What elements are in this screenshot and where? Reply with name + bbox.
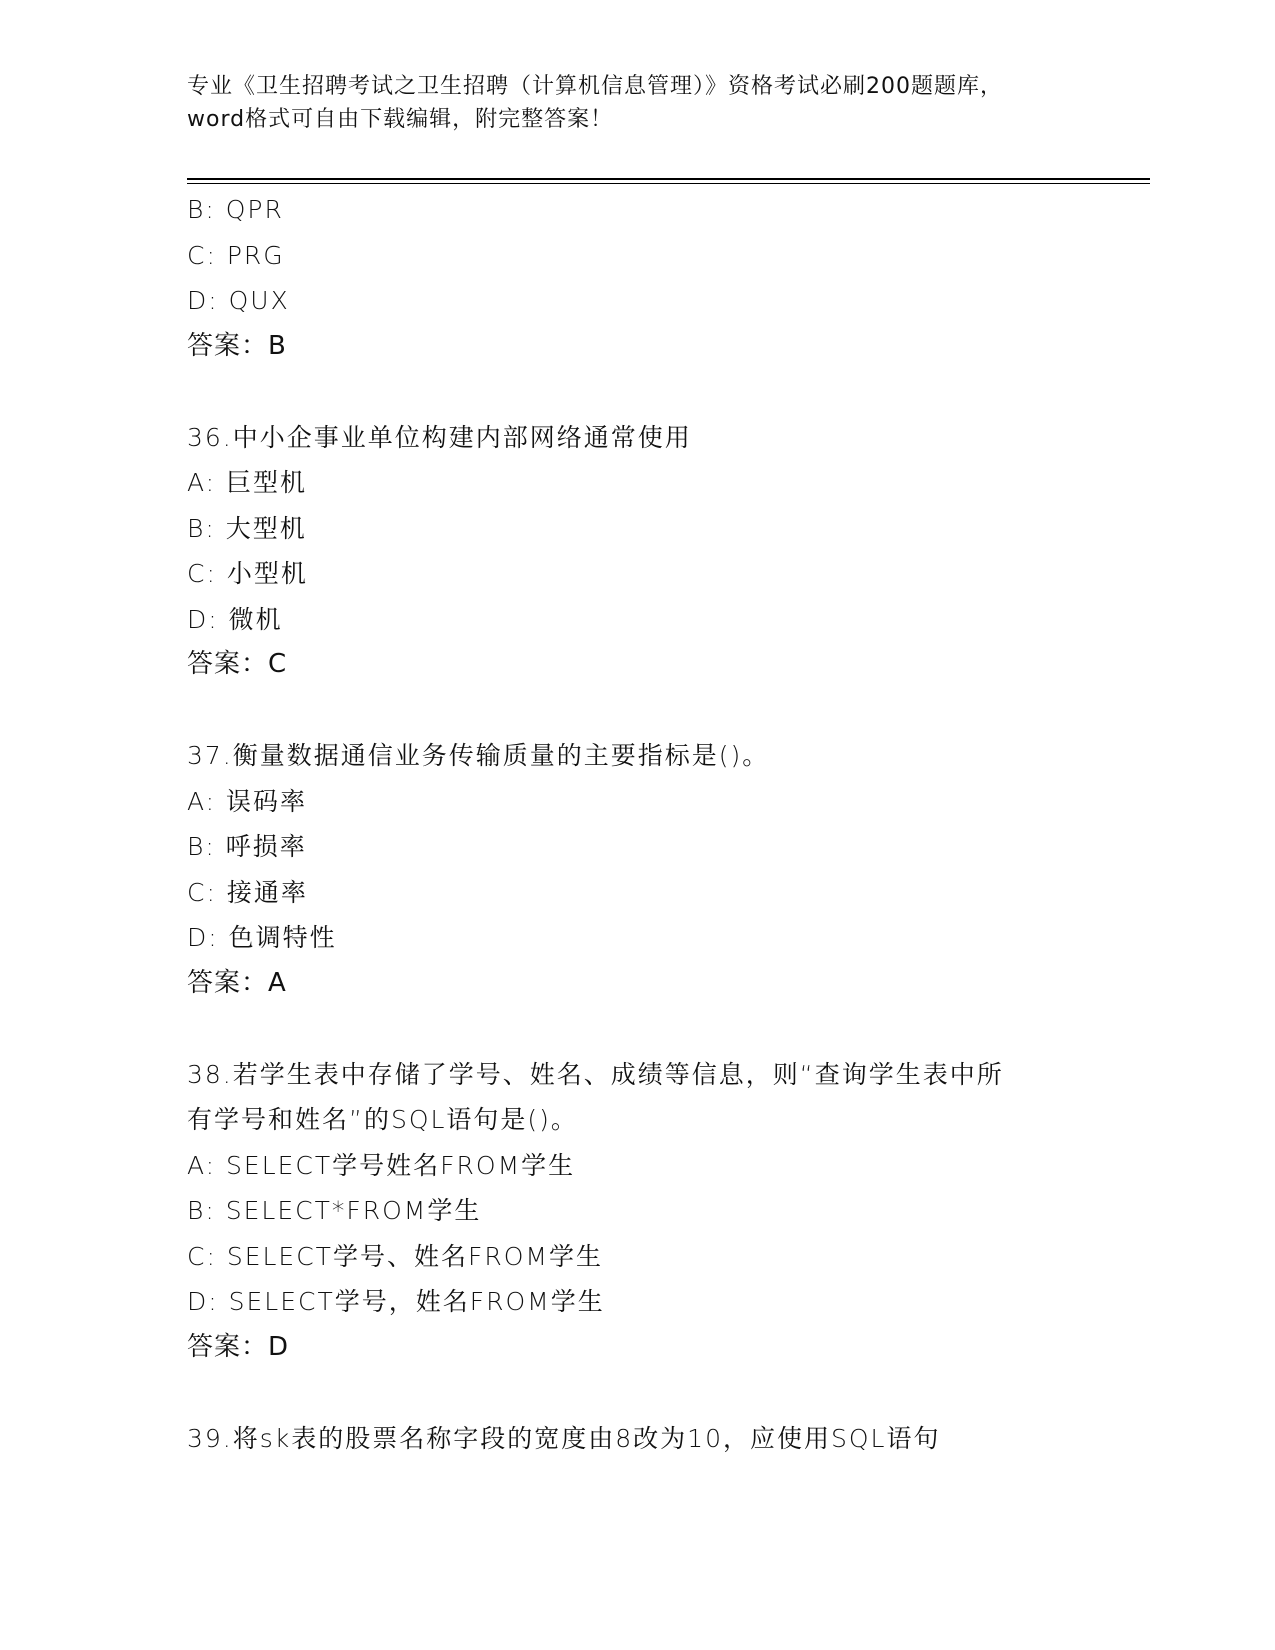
question-text: 36.中小企事业单位构建内部网络通常使用 — [187, 422, 692, 452]
question-text-line-1: 38.若学生表中存储了学号、姓名、成绩等信息，则“查询学生表中所 — [187, 1059, 1004, 1089]
option-a: A: 误码率 — [187, 786, 308, 816]
answer-label: 答案：C — [187, 649, 288, 679]
question-text-line-2: 有学号和姓名”的SQL语句是()。 — [187, 1105, 578, 1134]
header-title-line-1: 专业《卫生招聘考试之卫生招聘（计算机信息管理）》资格考试必刷200题题库， — [187, 74, 1003, 99]
question-block-38 — [187, 1052, 1147, 1371]
option-d: D: SELECT学号，姓名FROM学生 — [187, 1287, 605, 1316]
spacer — [187, 1006, 1147, 1052]
spacer — [187, 1370, 1147, 1416]
answer-label: 答案：B — [187, 330, 287, 361]
option-d: D: 微机 — [187, 604, 283, 634]
question-block-37 — [187, 733, 1147, 1006]
option-d: D: QUX — [187, 286, 290, 315]
option-b: B: SELECT*FROM学生 — [187, 1196, 482, 1225]
question-block-35 — [187, 187, 1147, 369]
spacer — [187, 369, 1147, 415]
question-block-39 — [187, 1416, 1147, 1462]
header-divider-thick — [187, 178, 1150, 180]
question-text: 37.衡量数据通信业务传输质量的主要指标是()。 — [187, 741, 770, 770]
option-c: C: 接通率 — [187, 877, 308, 907]
option-b: B: QPR — [187, 195, 284, 224]
option-a: A: SELECT学号姓名FROM学生 — [187, 1150, 576, 1180]
option-a: A: 巨型机 — [187, 468, 308, 497]
spacer — [187, 688, 1147, 734]
option-c: C: 小型机 — [187, 559, 308, 588]
header-divider-thin — [187, 183, 1150, 184]
header-title-line-2: word格式可自由下载编辑，附完整答案！ — [187, 107, 614, 132]
answer-label: 答案：D — [187, 1331, 290, 1362]
option-b: B: 大型机 — [187, 513, 307, 543]
option-b: B: 呼损率 — [187, 832, 307, 861]
question-block-36 — [187, 415, 1147, 688]
document-header — [187, 70, 1087, 136]
answer-label: 答案：A — [187, 967, 287, 998]
question-text: 39.将sk表的股票名称字段的宽度由8改为10，应使用SQL语句 — [187, 1423, 941, 1453]
question-list — [187, 187, 1147, 1461]
option-d: D: 色调特性 — [187, 923, 337, 952]
option-c: C: PRG — [187, 240, 285, 270]
option-c: C: SELECT学号、姓名FROM学生 — [187, 1241, 603, 1271]
